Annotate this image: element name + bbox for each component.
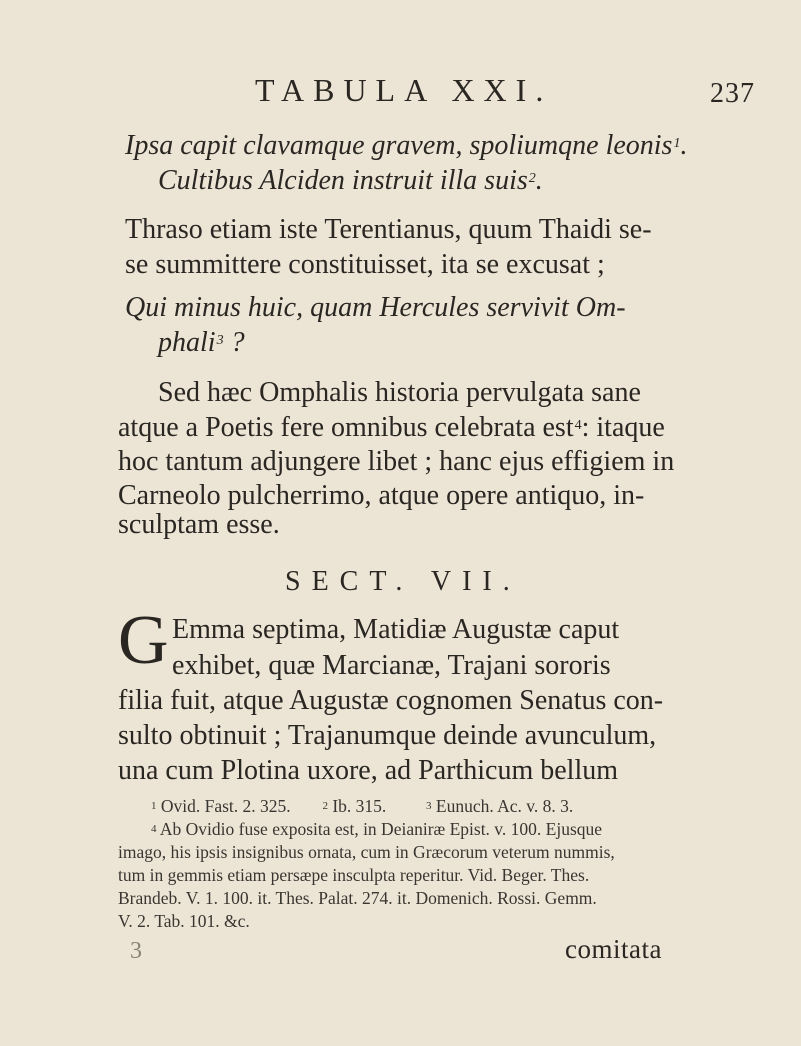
footnote-number: 2 bbox=[322, 800, 328, 812]
footnote-line: $^4$ Ab Ovidio fuse exposita est, in Deianiræ Epist. v. 100. Ejusque bbox=[151, 819, 603, 839]
footnote-ref: 2 bbox=[528, 171, 536, 186]
footnote-line: Brandeb. V. 1. 100. it. Thes. Palat. 274. it. Domenich. Rossi. Gemm. bbox=[118, 888, 597, 908]
footnote-line: $^1$ Ovid. Fast. 2. 325. $^2$ Ib. 315. $^3$ Eunuch. Ac. v. 8. 3. bbox=[151, 796, 574, 816]
verse-line: phali$^3$ ? bbox=[158, 327, 245, 358]
text-line: filia fuit, atque Augustæ cognomen Senatus con- bbox=[118, 685, 664, 716]
text-line: hoc tantum adjungere libet ; hanc ejus effigiem in bbox=[118, 446, 675, 477]
footnote-line: imago, his ipsis insignibus ornata, cum in Græcorum veterum nummis, bbox=[118, 842, 615, 862]
footnote-ref: 1 bbox=[673, 136, 681, 151]
text-line: Emma septima, Matidiæ Augustæ caput bbox=[172, 614, 620, 645]
footnote-number: 4 bbox=[151, 823, 157, 835]
text-line: sculptam esse. bbox=[118, 509, 280, 540]
text-line: se summittere constituisset, ita se excusat ; bbox=[125, 249, 605, 280]
footnote-number: 3 bbox=[426, 800, 432, 812]
verse-line: Cultibus Alciden instruit illa suis$^2$. bbox=[158, 165, 543, 196]
text-line: una cum Plotina uxore, ad Parthicum bellum bbox=[118, 755, 619, 786]
page-number: 237 bbox=[710, 78, 755, 109]
text-line: sulto obtinuit ; Trajanumque deinde avunculum, bbox=[118, 720, 657, 751]
text-line: exhibet, quæ Marcianæ, Trajani sororis bbox=[172, 650, 611, 681]
drop-cap: G bbox=[118, 602, 169, 679]
footnote-ref: 4 bbox=[574, 418, 582, 433]
text-line: Carneolo pulcherrimo, atque opere antiquo, in- bbox=[118, 480, 645, 511]
running-head: TABULA XXI. bbox=[255, 72, 553, 108]
page-header bbox=[0, 72, 801, 112]
verse-line: Qui minus huic, quam Hercules servivit Om- bbox=[125, 292, 626, 323]
verse-line: Ipsa capit clavamque gravem, spoliumqne leonis$^1$. bbox=[125, 130, 688, 161]
footnote-ref: 3 bbox=[216, 333, 224, 348]
text-line: Sed hæc Omphalis historia pervulgata sane bbox=[158, 377, 641, 408]
text-line: Thraso etiam iste Terentianus, quum Thaidi se- bbox=[125, 214, 652, 245]
section-heading: SECT. VII. bbox=[285, 566, 521, 597]
catchword: comitata bbox=[565, 934, 662, 964]
text-line: atque a Poetis fere omnibus celebrata est$^4$: itaque bbox=[118, 412, 665, 443]
footnote-line: V. 2. Tab. 101. &c. bbox=[118, 911, 250, 931]
footnote-number: 1 bbox=[151, 800, 157, 812]
footnote-line: tum in gemmis etiam persæpe insculpta reperitur. Vid. Beger. Thes. bbox=[118, 865, 590, 885]
signature-mark: 3 bbox=[130, 938, 142, 964]
